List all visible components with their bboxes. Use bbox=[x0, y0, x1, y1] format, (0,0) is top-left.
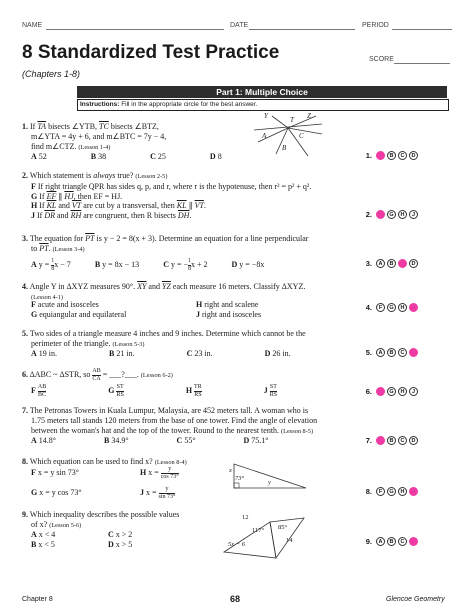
opt-letter: F bbox=[31, 300, 36, 309]
opt-letter: F bbox=[31, 181, 36, 191]
answer-bubble-j[interactable]: J bbox=[409, 387, 418, 396]
q2-j: If bbox=[37, 211, 43, 221]
q2-h: ∥ bbox=[188, 201, 193, 211]
answer-number: 1. bbox=[365, 151, 372, 160]
opt-letter: D bbox=[231, 259, 238, 269]
q7-text: The Petronas Towers in Kuala Lumpur, Malaysia, are 452 meters tall. A woman who is bbox=[29, 406, 309, 415]
q3-text: The equation for bbox=[29, 234, 84, 243]
answer-bubble-b[interactable]: B bbox=[387, 537, 396, 546]
segment-kl: $\overline{KL}$ bbox=[176, 201, 187, 211]
answer-row bbox=[362, 387, 418, 396]
fig-label: 14 bbox=[286, 537, 293, 544]
answer-row bbox=[362, 436, 418, 445]
answer-row bbox=[362, 487, 418, 496]
instructions-box bbox=[77, 99, 449, 111]
q2-h: . bbox=[203, 201, 206, 211]
q4-text: each measure 16 meters. Classify ΔXYZ. bbox=[172, 282, 306, 291]
q9-options-right bbox=[108, 530, 132, 550]
answer-number: 3. bbox=[365, 259, 372, 268]
fraction: $\frac{ST}{RS}$ bbox=[269, 384, 278, 398]
opt-letter: G bbox=[31, 309, 38, 319]
answer-bubble-h[interactable]: H bbox=[398, 210, 407, 219]
q5-options bbox=[31, 349, 351, 359]
answer-row bbox=[362, 151, 418, 160]
segment-dh: $\overline{DH}$ bbox=[177, 211, 190, 221]
opt-value: x − 7 bbox=[54, 259, 71, 269]
opt-value: 34.9° bbox=[111, 436, 129, 445]
question-number: 3. bbox=[22, 234, 28, 243]
question-number: 7. bbox=[22, 406, 28, 415]
answer-bubble-g[interactable]: G bbox=[387, 387, 396, 396]
fig-label: y bbox=[268, 479, 271, 486]
answer-bubble-f[interactable]: F bbox=[376, 487, 385, 496]
q7-options bbox=[31, 436, 351, 446]
footer-chapter: Chapter 8 bbox=[22, 596, 53, 603]
answer-bubble-d[interactable]: D bbox=[409, 151, 418, 160]
opt-value: 75.1° bbox=[251, 436, 269, 445]
q2-g: If bbox=[39, 191, 45, 201]
q1-text: bisects ∠YTB, bbox=[48, 122, 98, 131]
q1-options bbox=[31, 152, 222, 162]
opt-letter: F bbox=[31, 468, 36, 477]
opt-letter: C bbox=[186, 349, 193, 358]
q2-f: If right triangle QPR has sides q, p, and r, where r is the hypotenuse, then r² = p² + q². bbox=[37, 181, 312, 191]
answer-bubble-g[interactable]: G bbox=[387, 303, 396, 312]
date-label: DATE bbox=[230, 22, 249, 29]
answer-row bbox=[362, 303, 418, 312]
opt-letter: B bbox=[90, 152, 97, 161]
instructions-label: Instructions: bbox=[80, 101, 120, 108]
question-6 bbox=[22, 368, 362, 382]
answer-row bbox=[362, 348, 418, 357]
opt-value: 21 in. bbox=[116, 349, 135, 358]
page-title: 8 Standardized Test Practice bbox=[22, 42, 280, 63]
opt-letter: B bbox=[94, 259, 101, 269]
answer-bubble-j[interactable] bbox=[409, 303, 418, 312]
answer-bubble-f[interactable]: F bbox=[376, 303, 385, 312]
segment-ef: $\overline{EF}$ bbox=[46, 191, 57, 201]
score-label: SCORE bbox=[369, 56, 394, 63]
q6-text: = ___?___. bbox=[102, 369, 139, 379]
question-number: 5. bbox=[22, 329, 28, 338]
q9-text: Which inequality describes the possible values bbox=[29, 510, 180, 519]
q2-g: ∥ bbox=[58, 191, 63, 201]
opt-value: 8 bbox=[217, 152, 222, 161]
q8-options-right bbox=[140, 466, 179, 500]
opt-value: 52 bbox=[38, 152, 47, 161]
q1-text: bisects ∠BTZ, bbox=[110, 122, 159, 131]
fraction: $\frac{y}{\sin 73^\circ}$ bbox=[158, 486, 176, 500]
lesson-ref: (Lesson 2-5) bbox=[135, 173, 168, 180]
opt-letter: D bbox=[108, 539, 114, 549]
fig-label: A bbox=[262, 132, 267, 140]
opt-letter: A bbox=[31, 530, 37, 539]
question-3 bbox=[22, 234, 362, 255]
q3-options bbox=[31, 258, 351, 272]
opt-value: right and scalene bbox=[204, 300, 259, 309]
q4-options-left bbox=[31, 300, 126, 320]
fraction: $\frac{TR}{RS}$ bbox=[194, 384, 202, 398]
fig-label: 12 bbox=[242, 514, 249, 521]
fig-label: x bbox=[229, 467, 232, 474]
segment-tc: $\overline{TC}$ bbox=[99, 122, 109, 131]
question-5 bbox=[22, 329, 362, 350]
answer-bubble-c[interactable]: C bbox=[398, 436, 407, 445]
opt-value: 14.8° bbox=[38, 436, 56, 445]
segment-dr: $\overline{DR}$ bbox=[44, 211, 55, 221]
q7-text: 1.75 meters tall stands 120 meters from the base of one tower. Find the angle of elevation bbox=[31, 415, 318, 425]
question-number: 6. bbox=[22, 369, 28, 379]
opt-letter: H bbox=[185, 385, 193, 395]
opt-letter: B bbox=[31, 539, 37, 549]
segment-pt: $\overline{PT}$ bbox=[39, 243, 49, 253]
opt-value: 26 in. bbox=[272, 349, 291, 358]
answer-bubble-g[interactable]: G bbox=[387, 487, 396, 496]
answer-bubble-a[interactable]: A bbox=[376, 537, 385, 546]
answer-bubble-b[interactable]: B bbox=[387, 259, 396, 268]
q2-h: and bbox=[58, 201, 70, 211]
question-9 bbox=[22, 510, 242, 531]
opt-value: x = y sin 73° bbox=[37, 468, 79, 477]
fig-label: Y bbox=[264, 112, 268, 120]
segment-vt: $\overline{VT}$ bbox=[71, 201, 82, 211]
q2-text: always bbox=[93, 171, 116, 180]
q1-text: m∠YTA = 4y + 6, and m∠BTC = 7y − 4, bbox=[31, 131, 167, 141]
q3-text: to bbox=[31, 243, 38, 253]
opt-letter: C bbox=[150, 152, 156, 161]
q6-text: ΔABC ~ ΔSTR, so bbox=[29, 369, 91, 379]
answer-row bbox=[362, 210, 418, 219]
segment-rh: $\overline{RH}$ bbox=[70, 211, 82, 221]
opt-value: x < 4 bbox=[38, 530, 56, 539]
answer-bubble-a[interactable] bbox=[376, 436, 385, 445]
opt-value: 23 in. bbox=[194, 349, 213, 358]
fraction: $\frac{ST}{RS}$ bbox=[116, 384, 124, 398]
answer-bubble-c[interactable]: C bbox=[398, 537, 407, 546]
lesson-ref: (Lesson 3-4) bbox=[52, 245, 85, 253]
opt-letter: A bbox=[31, 349, 37, 358]
lesson-ref: (Lesson 6-2) bbox=[140, 371, 173, 379]
answer-number: 2. bbox=[365, 210, 372, 219]
question-7 bbox=[22, 406, 372, 436]
q9-triangles-figure bbox=[220, 508, 310, 560]
opt-value: y = − bbox=[170, 259, 188, 269]
q2-j: are congruent, then R bisects bbox=[83, 211, 176, 221]
lesson-ref: (Lesson 8-4) bbox=[154, 459, 187, 466]
q3-text: is y − 2 = 8(x + 3). Determine an equation for a line perpendicular bbox=[96, 234, 309, 243]
answer-bubble-d[interactable] bbox=[409, 348, 418, 357]
question-number: 9. bbox=[22, 510, 28, 519]
q4-text: and bbox=[148, 282, 160, 291]
answer-bubble-g[interactable]: G bbox=[387, 210, 396, 219]
opt-value: x > 5 bbox=[115, 539, 133, 549]
q2-j: and bbox=[57, 211, 69, 221]
q2-text: true? bbox=[117, 171, 134, 180]
period-label: PERIOD bbox=[362, 22, 389, 29]
q8-triangle-figure bbox=[228, 458, 310, 494]
fig-label: Z bbox=[307, 112, 311, 120]
answer-bubble-f[interactable] bbox=[376, 387, 385, 396]
lesson-ref: (Lesson 5-3) bbox=[112, 340, 145, 348]
answer-number: 7. bbox=[365, 436, 372, 445]
answer-number: 5. bbox=[365, 348, 372, 357]
answer-bubble-c[interactable]: C bbox=[398, 348, 407, 357]
lesson-ref: (Lesson 5-6) bbox=[49, 521, 82, 529]
opt-letter: A bbox=[31, 436, 37, 445]
name-label: NAME bbox=[22, 22, 43, 29]
fraction: $\frac{y}{\cos 73^\circ}$ bbox=[160, 466, 179, 480]
opt-value: 55° bbox=[184, 436, 196, 445]
q2-h: If bbox=[39, 201, 45, 211]
fraction: $\frac{AB}{BC}$ bbox=[37, 384, 47, 398]
opt-value: y = −8x bbox=[239, 259, 265, 269]
q6-options bbox=[31, 384, 351, 398]
segment-vt: $\overline{VT}$ bbox=[194, 201, 204, 211]
opt-letter: H bbox=[196, 300, 203, 309]
date-line bbox=[249, 29, 355, 30]
opt-value: equiangular and equilateral bbox=[39, 309, 127, 319]
name-line bbox=[46, 29, 224, 30]
opt-letter: G bbox=[31, 487, 38, 497]
question-number: 2. bbox=[22, 171, 28, 180]
opt-value: right and isosceles bbox=[202, 309, 262, 319]
answer-bubble-b[interactable]: B bbox=[387, 151, 396, 160]
opt-letter: J bbox=[263, 385, 268, 395]
q4-text: Angle Y in ΔXYZ measures 90°. bbox=[29, 282, 136, 291]
part-banner: Part 1: Multiple Choice bbox=[77, 86, 447, 98]
fig-label: C bbox=[299, 132, 304, 140]
question-2 bbox=[22, 171, 362, 221]
q5-text: Two sides of a triangle measure 4 inches and 9 inches. Determine which cannot be the bbox=[29, 329, 306, 338]
answer-bubble-d[interactable]: D bbox=[409, 259, 418, 268]
segment-kl: $\overline{KL}$ bbox=[46, 201, 57, 211]
question-number: 1. bbox=[22, 122, 28, 131]
score-line bbox=[394, 63, 450, 64]
fraction: $\frac{AB}{CA}$ bbox=[92, 368, 101, 382]
lesson-ref: (Lesson 1-4) bbox=[78, 143, 111, 151]
answer-bubble-h[interactable]: H bbox=[398, 303, 407, 312]
q2-g: , then EF = HJ. bbox=[73, 191, 123, 201]
opt-letter: C bbox=[176, 436, 183, 445]
answer-number: 9. bbox=[365, 537, 372, 546]
opt-letter: J bbox=[196, 309, 200, 319]
opt-letter: B bbox=[103, 436, 110, 445]
question-number: 4. bbox=[22, 282, 28, 291]
answer-bubble-j[interactable] bbox=[409, 487, 418, 496]
opt-letter: D bbox=[209, 152, 216, 161]
opt-letter: H bbox=[31, 201, 38, 211]
q3-text: . bbox=[48, 243, 51, 253]
answer-bubble-h[interactable]: H bbox=[398, 487, 407, 496]
opt-value: y = bbox=[38, 259, 52, 269]
fig-label: 117° bbox=[252, 527, 265, 534]
opt-value: acute and isosceles bbox=[37, 300, 99, 309]
fig-label: B bbox=[282, 144, 287, 152]
opt-letter: J bbox=[31, 211, 35, 221]
q2-text: Which statement is bbox=[29, 171, 92, 180]
footer-page-number: 68 bbox=[230, 594, 241, 604]
opt-letter: D bbox=[243, 436, 250, 445]
q9-options-left bbox=[31, 530, 55, 550]
answer-bubble-c[interactable]: C bbox=[398, 151, 407, 160]
opt-letter: F bbox=[31, 385, 36, 395]
opt-letter: G bbox=[108, 385, 115, 395]
instructions-text: Fill in the appropriate circle for the best answer. bbox=[121, 101, 258, 108]
fig-label: 85° bbox=[278, 524, 288, 531]
fig-label: T bbox=[290, 116, 294, 124]
answer-number: 8. bbox=[365, 487, 372, 496]
segment-xy: $\overline{XY}$ bbox=[137, 282, 147, 291]
opt-value: 25 bbox=[157, 152, 166, 161]
question-1 bbox=[22, 122, 242, 152]
fraction: $\frac{1}{8}$ bbox=[188, 258, 191, 272]
answer-row bbox=[362, 259, 418, 268]
answer-bubble-f[interactable] bbox=[376, 210, 385, 219]
opt-value: x = y cos 73° bbox=[39, 487, 82, 497]
opt-letter: A bbox=[31, 152, 37, 161]
opt-letter: B bbox=[109, 349, 115, 358]
answer-bubble-b[interactable]: B bbox=[387, 436, 396, 445]
answer-bubble-h[interactable]: H bbox=[398, 387, 407, 396]
opt-letter: C bbox=[108, 530, 114, 539]
opt-value: x + 2 bbox=[191, 259, 208, 269]
page-subtitle: (Chapters 1-8) bbox=[22, 69, 81, 79]
q4-options-right bbox=[196, 300, 261, 320]
fig-label: 73° bbox=[235, 475, 245, 482]
opt-letter: D bbox=[264, 349, 271, 358]
q5-text: perimeter of the triangle. bbox=[31, 338, 111, 348]
answer-row bbox=[362, 537, 418, 546]
answer-bubble-a[interactable]: A bbox=[376, 348, 385, 357]
lesson-ref: (Lesson 8-5) bbox=[281, 427, 314, 435]
q1-text: If bbox=[30, 122, 36, 131]
opt-value: x < 5 bbox=[38, 539, 55, 549]
segment-yz: $\overline{YZ}$ bbox=[161, 282, 171, 291]
q2-h: are cut by a transversal, then bbox=[83, 201, 175, 211]
opt-value: 38 bbox=[98, 152, 107, 161]
answer-number: 4. bbox=[365, 303, 372, 312]
answer-bubble-c[interactable] bbox=[398, 259, 407, 268]
lesson-ref: (Lesson 4-1) bbox=[31, 293, 64, 301]
segment-hj: $\overline{HJ}$ bbox=[64, 191, 74, 201]
answer-bubble-d[interactable]: D bbox=[409, 436, 418, 445]
fraction: $\frac{1}{8}$ bbox=[51, 258, 55, 272]
segment-ta: $\overline{TA}$ bbox=[37, 122, 47, 131]
q9-text: of x? bbox=[31, 519, 48, 529]
opt-letter: H bbox=[140, 467, 147, 477]
footer-book: Glencoe Geometry bbox=[386, 596, 445, 603]
opt-letter: C bbox=[163, 259, 169, 269]
opt-letter: J bbox=[140, 487, 144, 497]
opt-value: x = bbox=[148, 467, 161, 477]
answer-bubble-d[interactable] bbox=[409, 537, 418, 546]
opt-value: 19 in. bbox=[38, 349, 58, 358]
answer-number: 6. bbox=[365, 387, 372, 396]
opt-value: x = bbox=[146, 487, 159, 497]
opt-letter: G bbox=[31, 191, 38, 201]
q2-j: . bbox=[189, 211, 192, 221]
answer-bubble-j[interactable]: J bbox=[409, 210, 418, 219]
answer-bubble-b[interactable]: B bbox=[387, 348, 396, 357]
q1-text: find m∠CTZ. bbox=[31, 141, 77, 151]
opt-value: y = 8x − 13 bbox=[102, 259, 140, 269]
answer-bubble-a[interactable]: A bbox=[376, 259, 385, 268]
segment-pt: $\overline{PT}$ bbox=[85, 234, 95, 243]
q1-angle-figure bbox=[252, 112, 324, 158]
opt-value: x > 2 bbox=[115, 530, 133, 539]
opt-letter: A bbox=[31, 259, 37, 269]
question-number: 8. bbox=[22, 457, 28, 466]
period-line bbox=[392, 29, 452, 30]
q8-text: Which equation can be used to find x? bbox=[29, 457, 153, 466]
q7-text: between the woman's hat and the top of the tower. Round to the nearest tenth. bbox=[31, 425, 280, 435]
q8-options-left bbox=[31, 468, 82, 497]
fig-label: 5x − 6 bbox=[228, 541, 246, 548]
answer-bubble-a[interactable] bbox=[376, 151, 385, 160]
